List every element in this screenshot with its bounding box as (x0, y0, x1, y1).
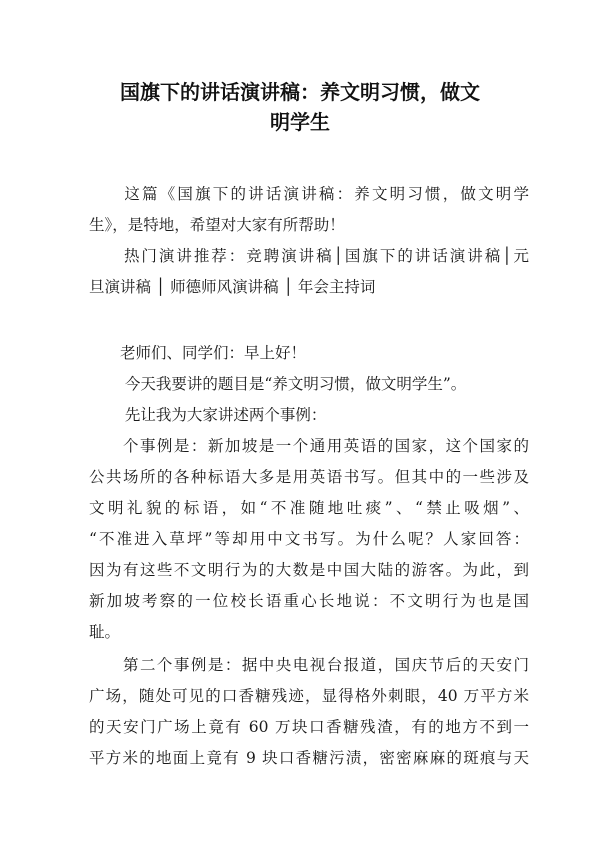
example1-line: “不准进入草坪”等却用中文书写。为什么呢？人家回答： (89, 530, 529, 548)
page-title: 国旗下的讲话演讲稿：养文明习惯，做文 (120, 80, 480, 104)
example1-line: 耻。 (89, 623, 121, 641)
page-title-continued: 明学生 (270, 110, 330, 134)
example1-line: 新加坡考察的一位校长语重心长地说：不文明行为也是国 (89, 592, 529, 610)
example1-line: 公共场所的各种标语大多是用英语书写。但其中的一些涉及 (89, 468, 529, 486)
example2-line: 广场，随处可见的口香糖残迹，显得格外刺眼，40 万平方米 (89, 687, 529, 705)
example1-line: 因为有这些不文明行为的大数是中国大陆的游客。为此，到 (89, 561, 529, 579)
recommend-line: 热门演讲推荐：竞聘演讲稿│国旗下的讲话演讲稿│元 (89, 247, 529, 265)
example2-line: 第二个事例是：据中央电视台报道，国庆节后的天安门 (89, 656, 529, 674)
example2-line: 的天安门广场上竟有 60 万块口香糖残渣，有的地方不到一 (89, 718, 529, 736)
intro-line: 这篇《国旗下的讲话演讲稿：养文明习惯，做文明学 (89, 185, 529, 203)
topic-line: 今天我要讲的题目是“养文明习惯，做文明学生”。 (89, 375, 467, 393)
recommend-line: 旦演讲稿 │ 师德师风演讲稿 │ 年会主持词 (89, 278, 376, 296)
example1-line: 个事例是：新加坡是一个通用英语的国家，这个国家的 (89, 437, 529, 455)
example1-line: 文明礼貌的标语，如“不准随地吐痰”、“禁止吸烟”、 (89, 499, 529, 517)
greeting: 老师们、同学们：早上好！ (89, 344, 307, 362)
example2-line: 平方米的地面上竟有 9 块口香糖污渍，密密麻麻的斑痕与天 (89, 749, 529, 767)
intro-line: 生》，是特地，希望对大家有所帮助！ (89, 216, 345, 234)
lead-line: 先让我为大家讲述两个事例： (89, 406, 327, 424)
